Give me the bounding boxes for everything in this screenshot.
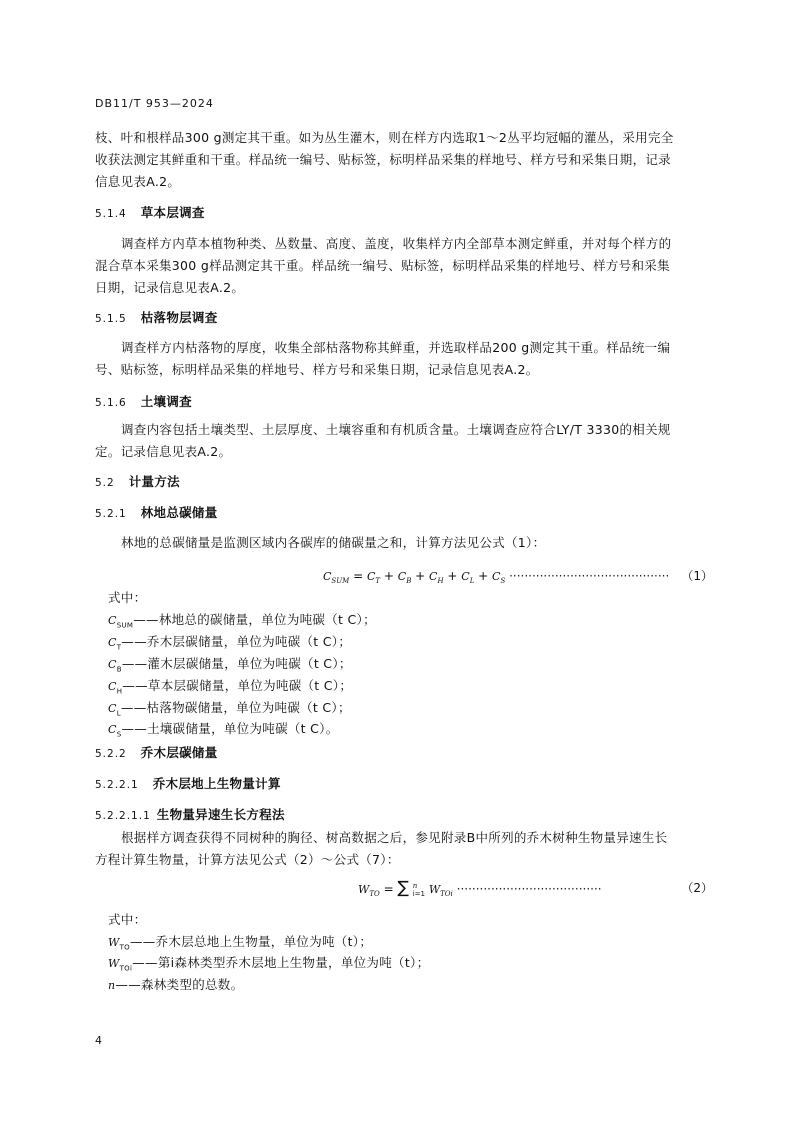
equation-number: （2） [681,881,713,895]
section-number: 5.1.6 [95,397,127,409]
section-number: 5.2.2.1.1 [95,810,151,822]
section-heading-5-2 [95,474,180,491]
equation-2: $W_{TO}$ = ∑ n i=1 $W_{TOi}$ ······································ （2） [358,878,713,899]
section-title: 草本层调查 [140,205,205,220]
section-number: 5.2.2 [95,748,127,760]
where-label: 式中： [108,912,147,927]
section-title: 乔木层地上生物量计算 [152,776,281,791]
eq-lhs: $W_{TO}$ [358,883,380,899]
text-line: 枝、叶和根样品300 g测定其干重。如为丛生灌木，则在样方内选取1～2丛平均冠幅的灌丛，采用完全 [95,130,674,145]
text-line: 混合草本采集300 g样品测定其干重。样品统一编号、贴标签，标明样品采集的样地号、样方号和采集 [95,258,670,273]
definition-item: $C_L——$枯落物碳储量，单位为吨碳（t C）； [108,700,351,718]
section-number: 5.1.5 [95,313,127,325]
equation-1: $C_{SUM} = C_T + C_B + C_H + C_L + C_S$ ·········································· （1） [323,569,713,586]
definition-item: $C_H——$草本层碳储量，单位为吨碳（t C）； [108,678,353,696]
section-heading-5-2-1 [95,505,218,522]
section-number: 5.1.4 [95,208,127,220]
section-title: 生物量异速生长方程法 [156,807,285,822]
eq-term: $C_T$ [367,570,381,586]
section-heading-5-1-5 [95,310,218,327]
definition-item: $W_{TOi}——$第i森林类型乔木层地上生物量，单位为吨（t）； [108,955,430,973]
section-heading-5-2-2-1 [95,776,281,793]
text-line: 调查样方内草本植物种类、丛数量、高度、盖度，收集样方内全部草本测定鲜重，并对每个样方的 [121,236,672,251]
equation-number: （1） [681,569,713,583]
text-line: 号、贴标签，标明样品采集的样地号、样方号和采集日期，记录信息见表A.2。 [95,362,539,377]
section-heading-5-2-2 [95,745,218,762]
text-line: 收获法测定其鲜重和干重。样品统一编号、贴标签，标明样品采集的样地号、样方号和采集日期，记录 [95,152,672,167]
text-line: 日期，记录信息见表A.2。 [95,280,245,295]
text-line: 根据样方调查获得不同树种的胸径、树高数据之后，参见附录B中所列的乔木树种生物量异速生长 [121,830,668,845]
text-line: 信息见表A.2。 [95,174,181,189]
text-line: 定。记录信息见表A.2。 [95,444,232,459]
section-title: 林地总碳储量 [140,505,218,520]
section-heading-5-1-4 [95,205,205,222]
section-heading-5-2-2-1-1 [95,807,285,824]
section-title: 土壤调查 [140,394,192,409]
definition-item: $C_B——$灌木层碳储量，单位为吨碳（t C）； [108,656,352,674]
section-title: 乔木层碳储量 [140,745,218,760]
definition-item: $C_T——$乔木层碳储量，单位为吨碳（t C）； [108,634,352,652]
eq-term: $C_H$ [429,570,444,586]
where-label: 式中： [108,590,147,605]
section-title: 枯落物层调查 [140,310,218,325]
text-line: 调查样方内枯落物的厚度，收集全部枯落物称其鲜重，并选取样品200 g测定其干重。样品统一编 [121,340,671,355]
definition-item: $W_{TO}——$乔木层总地上生物量，单位为吨（t）； [108,934,373,952]
definition-item: $C_{SUM}——$林地总的碳储量，单位为吨碳（t C）； [108,612,376,630]
eq-term: $C_L$ [461,570,475,586]
sum-symbol: ∑ [397,878,409,898]
paragraph-total-carbon: 林地的总碳储量是监测区域内各碳库的储碳量之和，计算方法见公式（1）： [121,535,546,550]
eq-term: $C_B$ [397,570,412,586]
section-heading-5-1-6 [95,394,192,411]
text-line: 方程计算生物量，计算方法见公式（2）～公式（7）： [95,852,400,867]
document-id-header: DB11/T 953—2024 [95,97,214,110]
section-number: 5.2.2.1 [95,779,139,791]
eq-term: $W_{TOi}$ [428,883,453,899]
eq-lhs: $C_{SUM}$ [323,570,350,586]
definition-item: n——森林类型的总数。 [108,977,244,992]
eq-term: $C_S$ [492,570,506,586]
page-number: 4 [95,1034,103,1047]
section-number: 5.2.1 [95,508,127,520]
section-number: 5.2 [95,477,115,489]
section-title: 计量方法 [128,474,180,489]
text-line: 调查内容包括土壤类型、土层厚度、土壤容重和有机质含量。土壤调查应符合LY/T 3330的相关规 [121,422,671,437]
definition-item: $C_S——$土壤碳储量，单位为吨碳（t C）。 [108,721,339,739]
